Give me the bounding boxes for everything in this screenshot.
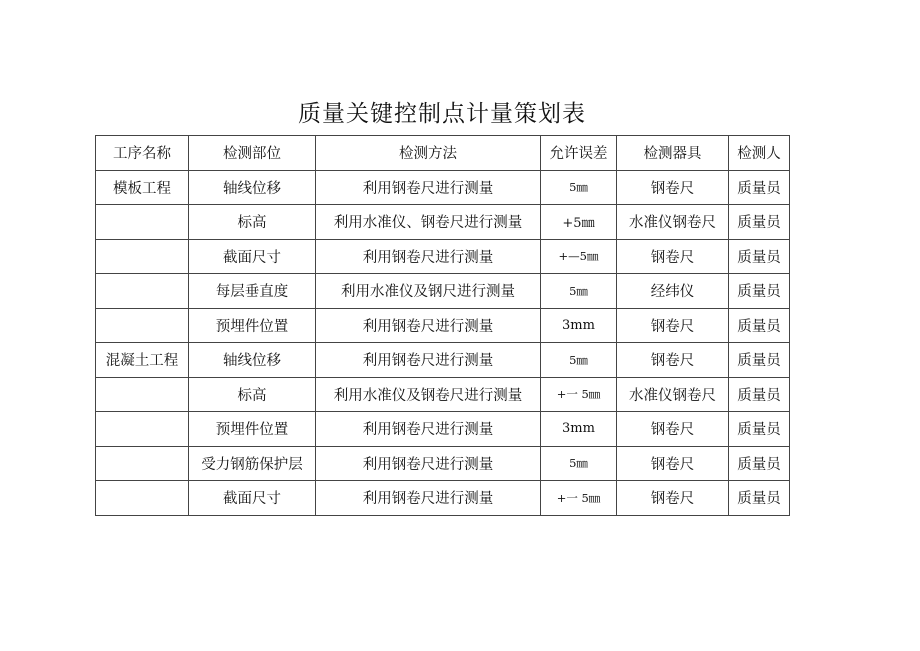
- cell-method: 利用水准仪、钢卷尺进行测量: [316, 205, 541, 240]
- header-inspector: 检测人: [729, 136, 790, 171]
- cell-part: 受力钢筋保护层: [189, 446, 316, 481]
- cell-stage: [96, 377, 189, 412]
- cell-stage: [96, 412, 189, 447]
- cell-inspector: 质量员: [729, 274, 790, 309]
- cell-stage: [96, 205, 189, 240]
- cell-tool: 水准仪钢卷尺: [617, 377, 729, 412]
- cell-method: 利用钢卷尺进行测量: [316, 446, 541, 481]
- cell-tolerance: +5㎜: [541, 205, 617, 240]
- cell-part: 轴线位移: [189, 343, 316, 378]
- cell-method: 利用钢卷尺进行测量: [316, 481, 541, 516]
- cell-inspector: 质量员: [729, 205, 790, 240]
- cell-stage: [96, 481, 189, 516]
- cell-tool: 钢卷尺: [617, 481, 729, 516]
- cell-tolerance: 3mm: [541, 412, 617, 447]
- cell-tool: 水准仪钢卷尺: [617, 205, 729, 240]
- cell-tolerance: 3mm: [541, 308, 617, 343]
- cell-inspector: 质量员: [729, 446, 790, 481]
- header-method: 检测方法: [316, 136, 541, 171]
- cell-method: 利用钢卷尺进行测量: [316, 308, 541, 343]
- cell-inspector: 质量员: [729, 308, 790, 343]
- cell-part: 预埋件位置: [189, 412, 316, 447]
- cell-inspector: 质量员: [729, 343, 790, 378]
- cell-inspector: 质量员: [729, 481, 790, 516]
- table-row: [96, 377, 790, 412]
- cell-stage: 模板工程: [96, 170, 189, 205]
- cell-stage: [96, 308, 189, 343]
- cell-tool: 钢卷尺: [617, 412, 729, 447]
- table-row: [96, 170, 790, 205]
- cell-tolerance: +一 5㎜: [541, 377, 617, 412]
- table-row: [96, 446, 790, 481]
- table-row: [96, 481, 790, 516]
- cell-stage: [96, 239, 189, 274]
- cell-stage: [96, 446, 189, 481]
- cell-tolerance: 5㎜: [541, 274, 617, 309]
- cell-tool: 钢卷尺: [617, 239, 729, 274]
- cell-tolerance: +一 5㎜: [541, 481, 617, 516]
- table-header-row: [96, 136, 790, 171]
- table-row: [96, 239, 790, 274]
- cell-tool: 经纬仪: [617, 274, 729, 309]
- table-row: [96, 343, 790, 378]
- table-row: [96, 308, 790, 343]
- cell-method: 利用钢卷尺进行测量: [316, 239, 541, 274]
- cell-part: 轴线位移: [189, 170, 316, 205]
- table-row: [96, 412, 790, 447]
- cell-inspector: 质量员: [729, 170, 790, 205]
- cell-tool: 钢卷尺: [617, 308, 729, 343]
- cell-inspector: 质量员: [729, 377, 790, 412]
- cell-part: 预埋件位置: [189, 308, 316, 343]
- cell-method: 利用水准仪及钢卷尺进行测量: [316, 377, 541, 412]
- header-tolerance: 允许误差: [541, 136, 617, 171]
- cell-part: 截面尺寸: [189, 481, 316, 516]
- cell-method: 利用钢卷尺进行测量: [316, 412, 541, 447]
- cell-tolerance: +—5㎜: [541, 239, 617, 274]
- cell-stage: 混凝土工程: [96, 343, 189, 378]
- document-title: 质量关键控制点计量策划表: [298, 101, 586, 127]
- measurement-plan-table: [95, 135, 790, 516]
- header-tool: 检测器具: [617, 136, 729, 171]
- cell-inspector: 质量员: [729, 412, 790, 447]
- cell-part: 每层垂直度: [189, 274, 316, 309]
- header-stage: 工序名称: [96, 136, 189, 171]
- cell-tolerance: 5㎜: [541, 170, 617, 205]
- cell-tolerance: 5㎜: [541, 343, 617, 378]
- cell-method: 利用钢卷尺进行测量: [316, 343, 541, 378]
- cell-tool: 钢卷尺: [617, 446, 729, 481]
- cell-stage: [96, 274, 189, 309]
- table-row: [96, 205, 790, 240]
- cell-method: 利用水准仪及钢尺进行测量: [316, 274, 541, 309]
- cell-tool: 钢卷尺: [617, 343, 729, 378]
- cell-tolerance: 5㎜: [541, 446, 617, 481]
- cell-part: 标高: [189, 205, 316, 240]
- cell-tool: 钢卷尺: [617, 170, 729, 205]
- cell-part: 标高: [189, 377, 316, 412]
- header-part: 检测部位: [189, 136, 316, 171]
- cell-part: 截面尺寸: [189, 239, 316, 274]
- table-row: [96, 274, 790, 309]
- cell-inspector: 质量员: [729, 239, 790, 274]
- cell-method: 利用钢卷尺进行测量: [316, 170, 541, 205]
